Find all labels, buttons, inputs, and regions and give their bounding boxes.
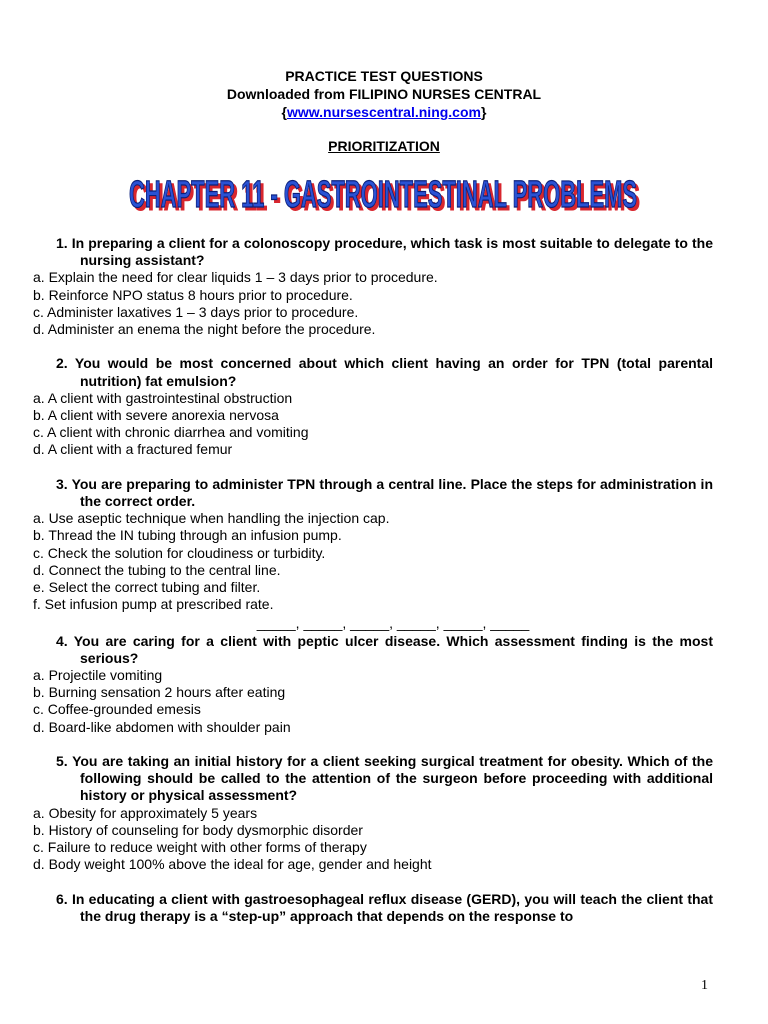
question-text: 3. You are preparing to administer TPN through a central line. Place the steps for administration in the correct order.	[56, 475, 713, 510]
answer-option: d. Body weight 100% above the ideal for age, gender and height	[33, 856, 432, 873]
question-3	[33, 476, 713, 633]
header-source: Downloaded from FILIPINO NURSES CENTRAL	[226, 86, 542, 102]
question-6	[33, 891, 713, 925]
answer-option: b. A client with severe anorexia nervosa	[33, 407, 279, 424]
answer-option: b. History of counseling for body dysmorphic disorder	[33, 821, 363, 838]
link-close-brace: }	[480, 104, 487, 120]
chapter-title-shadow: CHAPTER 11 - GASTROINTESTINAL PROBLEMS	[132, 177, 640, 219]
chapter-wordart	[124, 172, 644, 222]
question-2	[33, 355, 713, 458]
link-open-brace: {	[281, 104, 287, 120]
answer-option: f. Set infusion pump at prescribed rate.	[33, 596, 274, 613]
answer-option: b. Thread the IN tubing through an infusion pump.	[33, 527, 342, 544]
answer-option: d. A client with a fractured femur	[33, 441, 233, 458]
answer-option: b. Reinforce NPO status 8 hours prior to procedure.	[33, 286, 353, 303]
answer-option: a. Explain the need for clear liquids 1 – 3 days prior to procedure.	[33, 269, 438, 286]
question-text: 1. In preparing a client for a colonoscopy procedure, which task is most suitable to delegate to the nursing assistant?	[56, 235, 713, 269]
answer-option: a. Projectile vomiting	[33, 667, 163, 684]
answer-option: c. A client with chronic diarrhea and vomiting	[33, 424, 309, 441]
question-1	[33, 235, 713, 338]
header-title: PRACTICE TEST QUESTIONS	[285, 68, 483, 84]
answer-option: e. Select the correct tubing and filter.	[33, 579, 261, 596]
answer-option: a. Obesity for approximately 5 years	[33, 804, 258, 821]
page-number: 1	[701, 978, 708, 993]
chapter-banner	[0, 172, 768, 222]
answer-option: c. Coffee-grounded emesis	[33, 701, 201, 718]
answer-option: a. A client with gastrointestinal obstruction	[33, 389, 293, 406]
answer-option: d. Connect the tubing to the central line.	[33, 561, 281, 578]
answer-option: d. Administer an enema the night before the procedure.	[33, 321, 376, 338]
questions-list	[33, 235, 713, 942]
section-title: PRIORITIZATION	[328, 138, 440, 154]
question-text: 4. You are caring for a client with peptic ulcer disease. Which assessment finding is the most serious?	[56, 632, 713, 666]
question-text: 2. You would be most concerned about which client having an order for TPN (total parental nutrition) fat emulsion?	[56, 355, 713, 389]
answer-order-blanks: _____, _____, _____, _____, _____, _____	[256, 615, 530, 632]
header-link-line	[0, 103, 768, 121]
answer-option: d. Board-like abdomen with shoulder pain	[33, 718, 291, 735]
question-text: 6. In educating a client with gastroesophageal reflux disease (GERD), you will teach the client that the drug therapy is a “step-up” approach that depends on the response to	[56, 890, 713, 924]
source-link[interactable]: www.nursescentral.ning.com	[287, 104, 481, 120]
question-text: 5. You are taking an initial history for a client seeking surgical treatment for obesity. Which of the following should be called to the attention of the surgeon before proceeding with additional history or physical assessment?	[56, 753, 713, 804]
question-5	[33, 753, 713, 873]
answer-option: c. Administer laxatives 1 – 3 days prior to procedure.	[33, 303, 359, 320]
chapter-title: CHAPTER 11 - GASTROINTESTINAL PROBLEMS	[129, 174, 637, 216]
question-4	[33, 633, 713, 736]
answer-option: a. Use aseptic technique when handling the injection cap.	[33, 510, 390, 527]
answer-option: c. Failure to reduce weight with other forms of therapy	[33, 839, 367, 856]
answer-option: b. Burning sensation 2 hours after eating	[33, 684, 286, 701]
document-header	[0, 67, 768, 121]
answer-option: c. Check the solution for cloudiness or turbidity.	[33, 544, 326, 561]
